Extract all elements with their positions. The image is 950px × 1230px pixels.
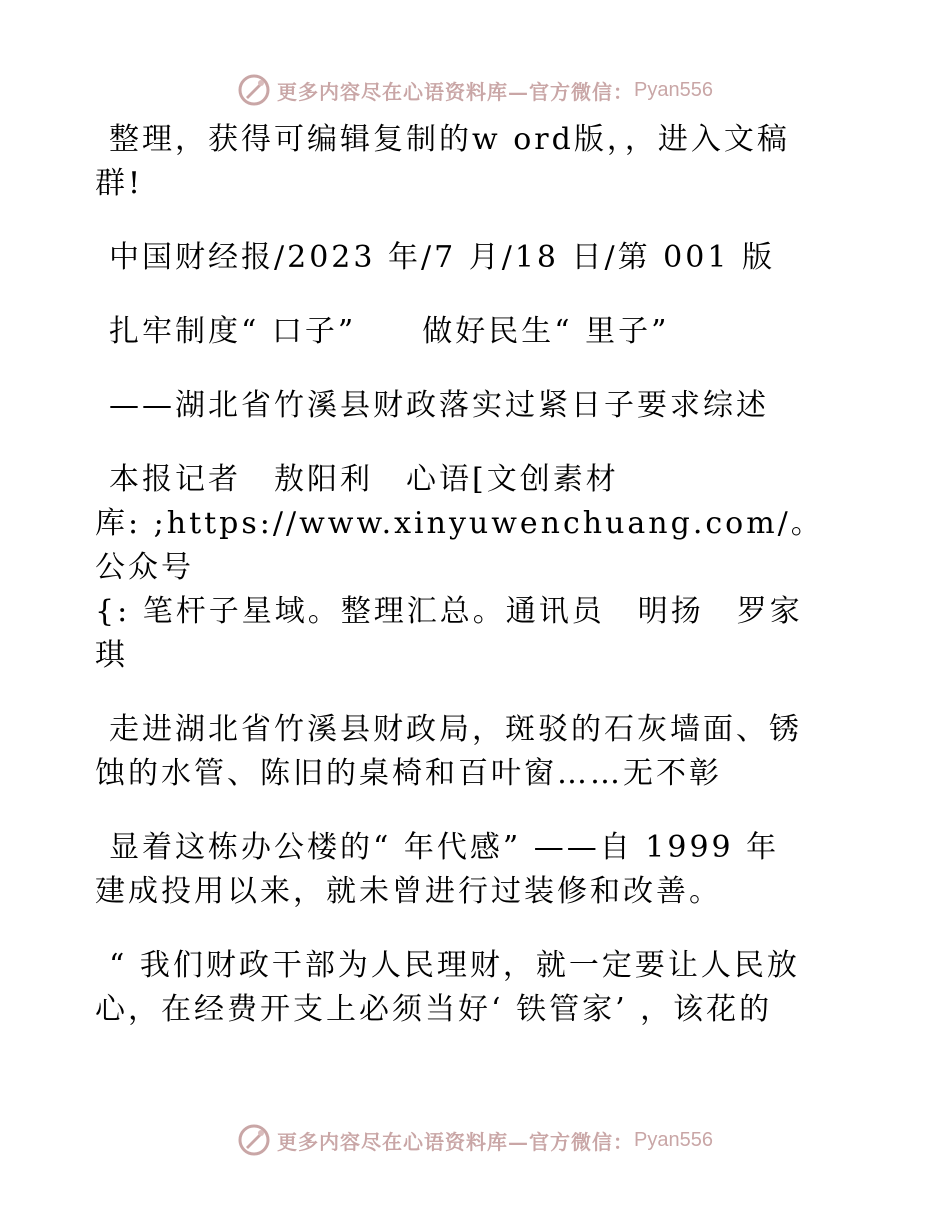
paragraph-line: 心，在经费开支上必须当好‘ 铁管家’ ，该花的 (95, 992, 773, 1027)
paragraph-line: “ 我们财政干部为人民理财，就一定要让人民放 (109, 948, 800, 983)
paragraph-line: 走进湖北省竹溪县财政局，斑驳的石灰墙面、锈 (109, 712, 802, 747)
byline: {: 笔杆子星域。整理汇总。通讯员 明扬 罗家 (95, 594, 803, 629)
article-subtitle: ——湖北省竹溪县财政落实过紧日子要求综述 (109, 388, 769, 423)
watermark-text: 更多内容尽在心语资料库—官方微信： (277, 79, 635, 104)
publication-line: 中国财经报/2023 年/7 月/18 日/第 001 版 (109, 240, 775, 275)
body-line: 群! (95, 166, 144, 201)
body-line: 整理，获得可编辑复制的w ord版，，进入文稿 (109, 122, 790, 157)
article-title: 扎牢制度“ 口子” 做好民生“ 里子” (109, 314, 670, 349)
byline: 库: ;https://www.xinyuwenchuang.com/。公众号 (95, 506, 824, 585)
watermark-banner-bottom (0, 1120, 950, 1160)
byline: 琪 (95, 638, 128, 673)
watermark-logo-icon (237, 1123, 271, 1157)
paragraph-line: 蚀的水管、陈旧的桌椅和百叶窗……无不彰 (95, 756, 722, 791)
watermark-handle: Pyan556 (634, 1128, 713, 1151)
document-body (95, 118, 855, 1032)
byline: 本报记者 敖阳利 心语[文创素材 (109, 462, 619, 497)
watermark-text: 更多内容尽在心语资料库—官方微信： (277, 1129, 635, 1154)
watermark-banner-top (0, 70, 950, 110)
paragraph-line: 建成投用以来，就未曾进行过装修和改善。 (95, 874, 722, 909)
watermark-logo-icon (237, 73, 271, 107)
watermark-handle: Pyan556 (634, 78, 713, 101)
paragraph-line: 显着这栋办公楼的“ 年代感” ——自 1999 年 (109, 830, 780, 865)
